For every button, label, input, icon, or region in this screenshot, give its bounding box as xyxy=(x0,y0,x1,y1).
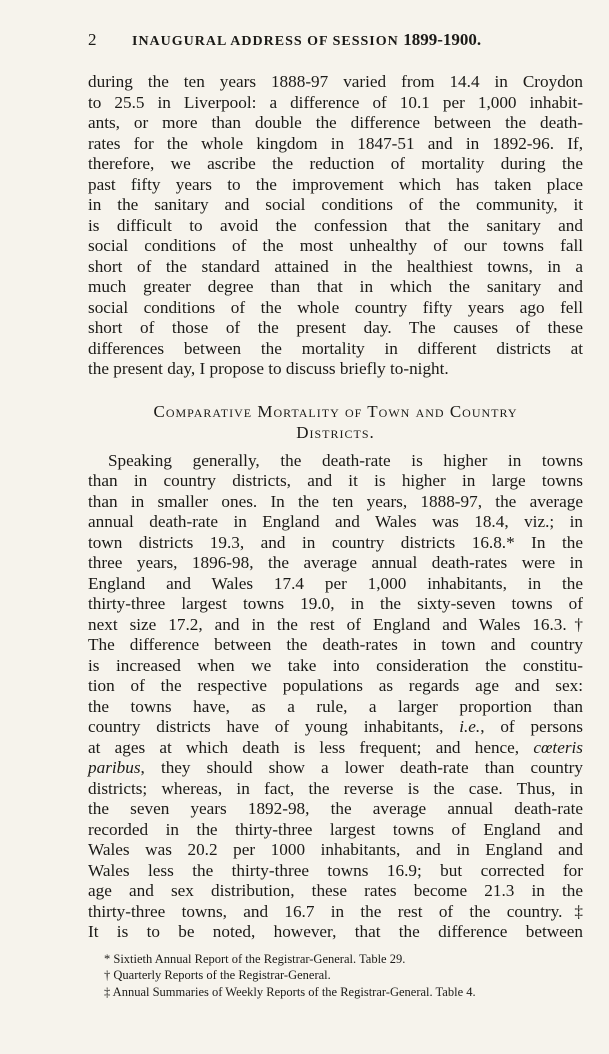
text-line: much greater degree than that in which the sanitary and xyxy=(88,277,583,296)
text-line: age and sex distribution, these rates become 21.3 in the xyxy=(88,881,583,900)
text-line: the towns have, as a rule, a larger proportion than xyxy=(88,696,583,716)
italic-ie: i.e. xyxy=(459,717,481,736)
text-fragment: , of persons xyxy=(480,717,583,736)
text-line: districts; whereas, in fact, the reverse is the case. Thus, in xyxy=(88,778,583,798)
text-line: during the ten years 1888-97 varied from 14.4 in Croydon xyxy=(88,72,583,91)
footnote: ‡ Annual Summaries of Weekly Reports of the Registrar-General. Table 4. xyxy=(104,984,476,999)
text-line: next size 17.2, and in the rest of England and Wales 16.3.† xyxy=(88,614,583,634)
text-line xyxy=(88,758,583,779)
text-fragment: country districts have of young inhabitants, xyxy=(88,717,460,736)
text-fragment: at ages at which death is less frequent; and hence, xyxy=(88,737,534,757)
text-line: past fifty years to the improvement which has taken place xyxy=(88,174,583,194)
text-line: The difference between the death-rates in town and country xyxy=(88,635,583,654)
text-line: to 25.5 in Liverpool: a difference of 10.1 per 1,000 inhabit- xyxy=(88,92,583,112)
text-line: Wales less the thirty-three towns 16.9; but corrected for xyxy=(88,860,583,880)
text-line: social conditions of the whole country fifty years ago fell xyxy=(88,297,583,317)
text-line: short of the standard attained in the healthiest towns, in a xyxy=(88,256,583,276)
paragraph-continued xyxy=(88,72,583,380)
text-line: therefore, we ascribe the reduction of mortality during the xyxy=(88,154,583,173)
text-line: ants, or more than double the difference between the death- xyxy=(88,113,583,132)
text-line: short of those of the present day. The causes of these xyxy=(88,318,583,337)
text-line: It is to be noted, however, that the difference between xyxy=(88,922,583,941)
text-line: Speaking generally, the death-rate is higher in towns xyxy=(108,450,583,470)
section-heading-line: Comparative Mortality of Town and Country xyxy=(153,401,518,421)
text-line: social conditions of the most unhealthy of our towns fall xyxy=(88,236,583,255)
text-line: the seven years 1892-98, the average annual death-rate xyxy=(88,799,583,818)
text-line: in the sanitary and social conditions of the community, it xyxy=(88,195,583,214)
text-line: is increased when we take into consideration the constitu- xyxy=(88,655,583,675)
text-line: England and Wales 17.4 per 1,000 inhabitants, in the xyxy=(88,573,583,593)
text-line: the present day, I propose to discuss briefly to-night. xyxy=(88,359,449,378)
text-fragment: , they should show a lower death-rate than country xyxy=(140,758,583,777)
running-head xyxy=(132,30,481,50)
running-head-text: INAUGURAL ADDRESS OF SESSION xyxy=(132,34,404,49)
text-line: annual death-rate in England and Wales was 18.4, viz.; in xyxy=(88,512,583,531)
page-number: 2 xyxy=(88,30,97,49)
text-line: differences between the mortality in different districts at xyxy=(88,338,583,358)
text-line: tion of the respective populations as regards age and sex: xyxy=(88,676,583,695)
text-line: recorded in the thirty-three largest towns of England and xyxy=(88,819,583,839)
text-line: rates for the whole kingdom in 1847-51 and in 1892-96. If, xyxy=(88,133,583,153)
text-line: is difficult to avoid the confession that the sanitary and xyxy=(88,215,583,235)
text-line: than in country districts, and it is higher in large towns xyxy=(88,471,583,490)
section-heading xyxy=(88,401,583,443)
running-head-years: 1899-1900. xyxy=(403,30,482,49)
footnote: * Sixtieth Annual Report of the Registrar-General. Table 29. xyxy=(104,951,406,966)
book-page xyxy=(88,30,583,1000)
italic-ceteris: cœteris xyxy=(533,737,583,757)
text-line: town districts 19.3, and in country districts 16.8.* In the xyxy=(88,532,583,552)
text-line xyxy=(88,738,583,759)
paragraph-main xyxy=(88,451,583,943)
text-line: thirty-three largest towns 19.0, in the sixty-seven towns of xyxy=(88,594,583,613)
text-line: thirty-three towns, and 16.7 in the rest of the country.‡ xyxy=(88,901,583,921)
text-line: three years, 1896-98, the average annual death-rates were in xyxy=(88,553,583,572)
footnotes xyxy=(88,951,583,1001)
footnote: † Quarterly Reports of the Registrar-General. xyxy=(104,968,331,982)
italic-paribus: paribus xyxy=(88,758,141,777)
text-line: Wales was 20.2 per 1000 inhabitants, and in England and xyxy=(88,840,583,859)
page-header xyxy=(88,30,583,50)
section-heading-line: Districts. xyxy=(296,422,375,442)
text-line xyxy=(88,717,583,738)
text-line: than in smaller ones. In the ten years, 1888-97, the average xyxy=(88,491,583,511)
